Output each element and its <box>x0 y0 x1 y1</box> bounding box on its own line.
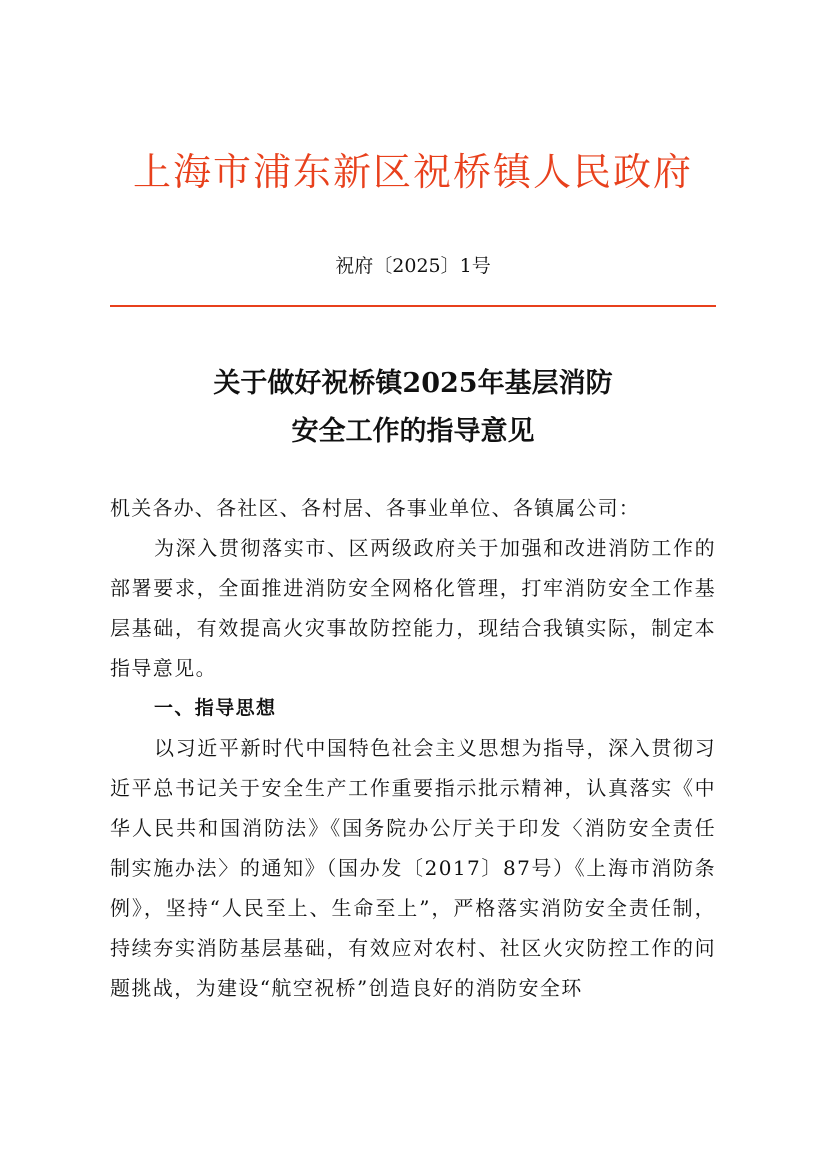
document-number: 祝府〔2025〕1号 <box>335 255 491 277</box>
red-separator-line <box>110 305 716 307</box>
section-heading-guiding-ideology: 一、指导思想 <box>154 697 277 719</box>
intro-paragraph: 为深入贯彻落实市、区两级政府关于加强和改进消防工作的部署要求，全面推进消防安全网格化管理，打牢消防安全工作基层基础，有效提高火灾事故防控能力，现结合我镇实际，制定本指导意见。 <box>110 536 716 680</box>
document-title <box>0 360 826 456</box>
document-title-line-1: 关于做好祝桥镇2025年基层消防 <box>213 368 613 399</box>
document-title-line-2: 安全工作的指导意见 <box>291 416 535 447</box>
salutation: 机关各办、各社区、各村居、各事业单位、各镇属公司： <box>110 496 640 520</box>
issuing-authority-title: 上海市浦东新区祝桥镇人民政府 <box>132 150 693 194</box>
section-paragraph-guiding-ideology: 以习近平新时代中国特色社会主义思想为指导，深入贯彻习近平总书记关于安全生产工作重要指示批示精神，认真落实《中华人民共和国消防法》《国务院办公厅关于印发〈消防安全责任制实施办法〉的通知》（国办发〔2017〕87号）《上海市消防条例》，坚持“人民至上、生命至上”，严格落实消防安全责任制，持续夯实消防基层基础，有效应对农村、社区火灾防控工作的问题挑战，为建设“航空祝桥”创造良好的消防安全环 <box>110 736 716 1000</box>
document-body <box>110 488 716 1008</box>
